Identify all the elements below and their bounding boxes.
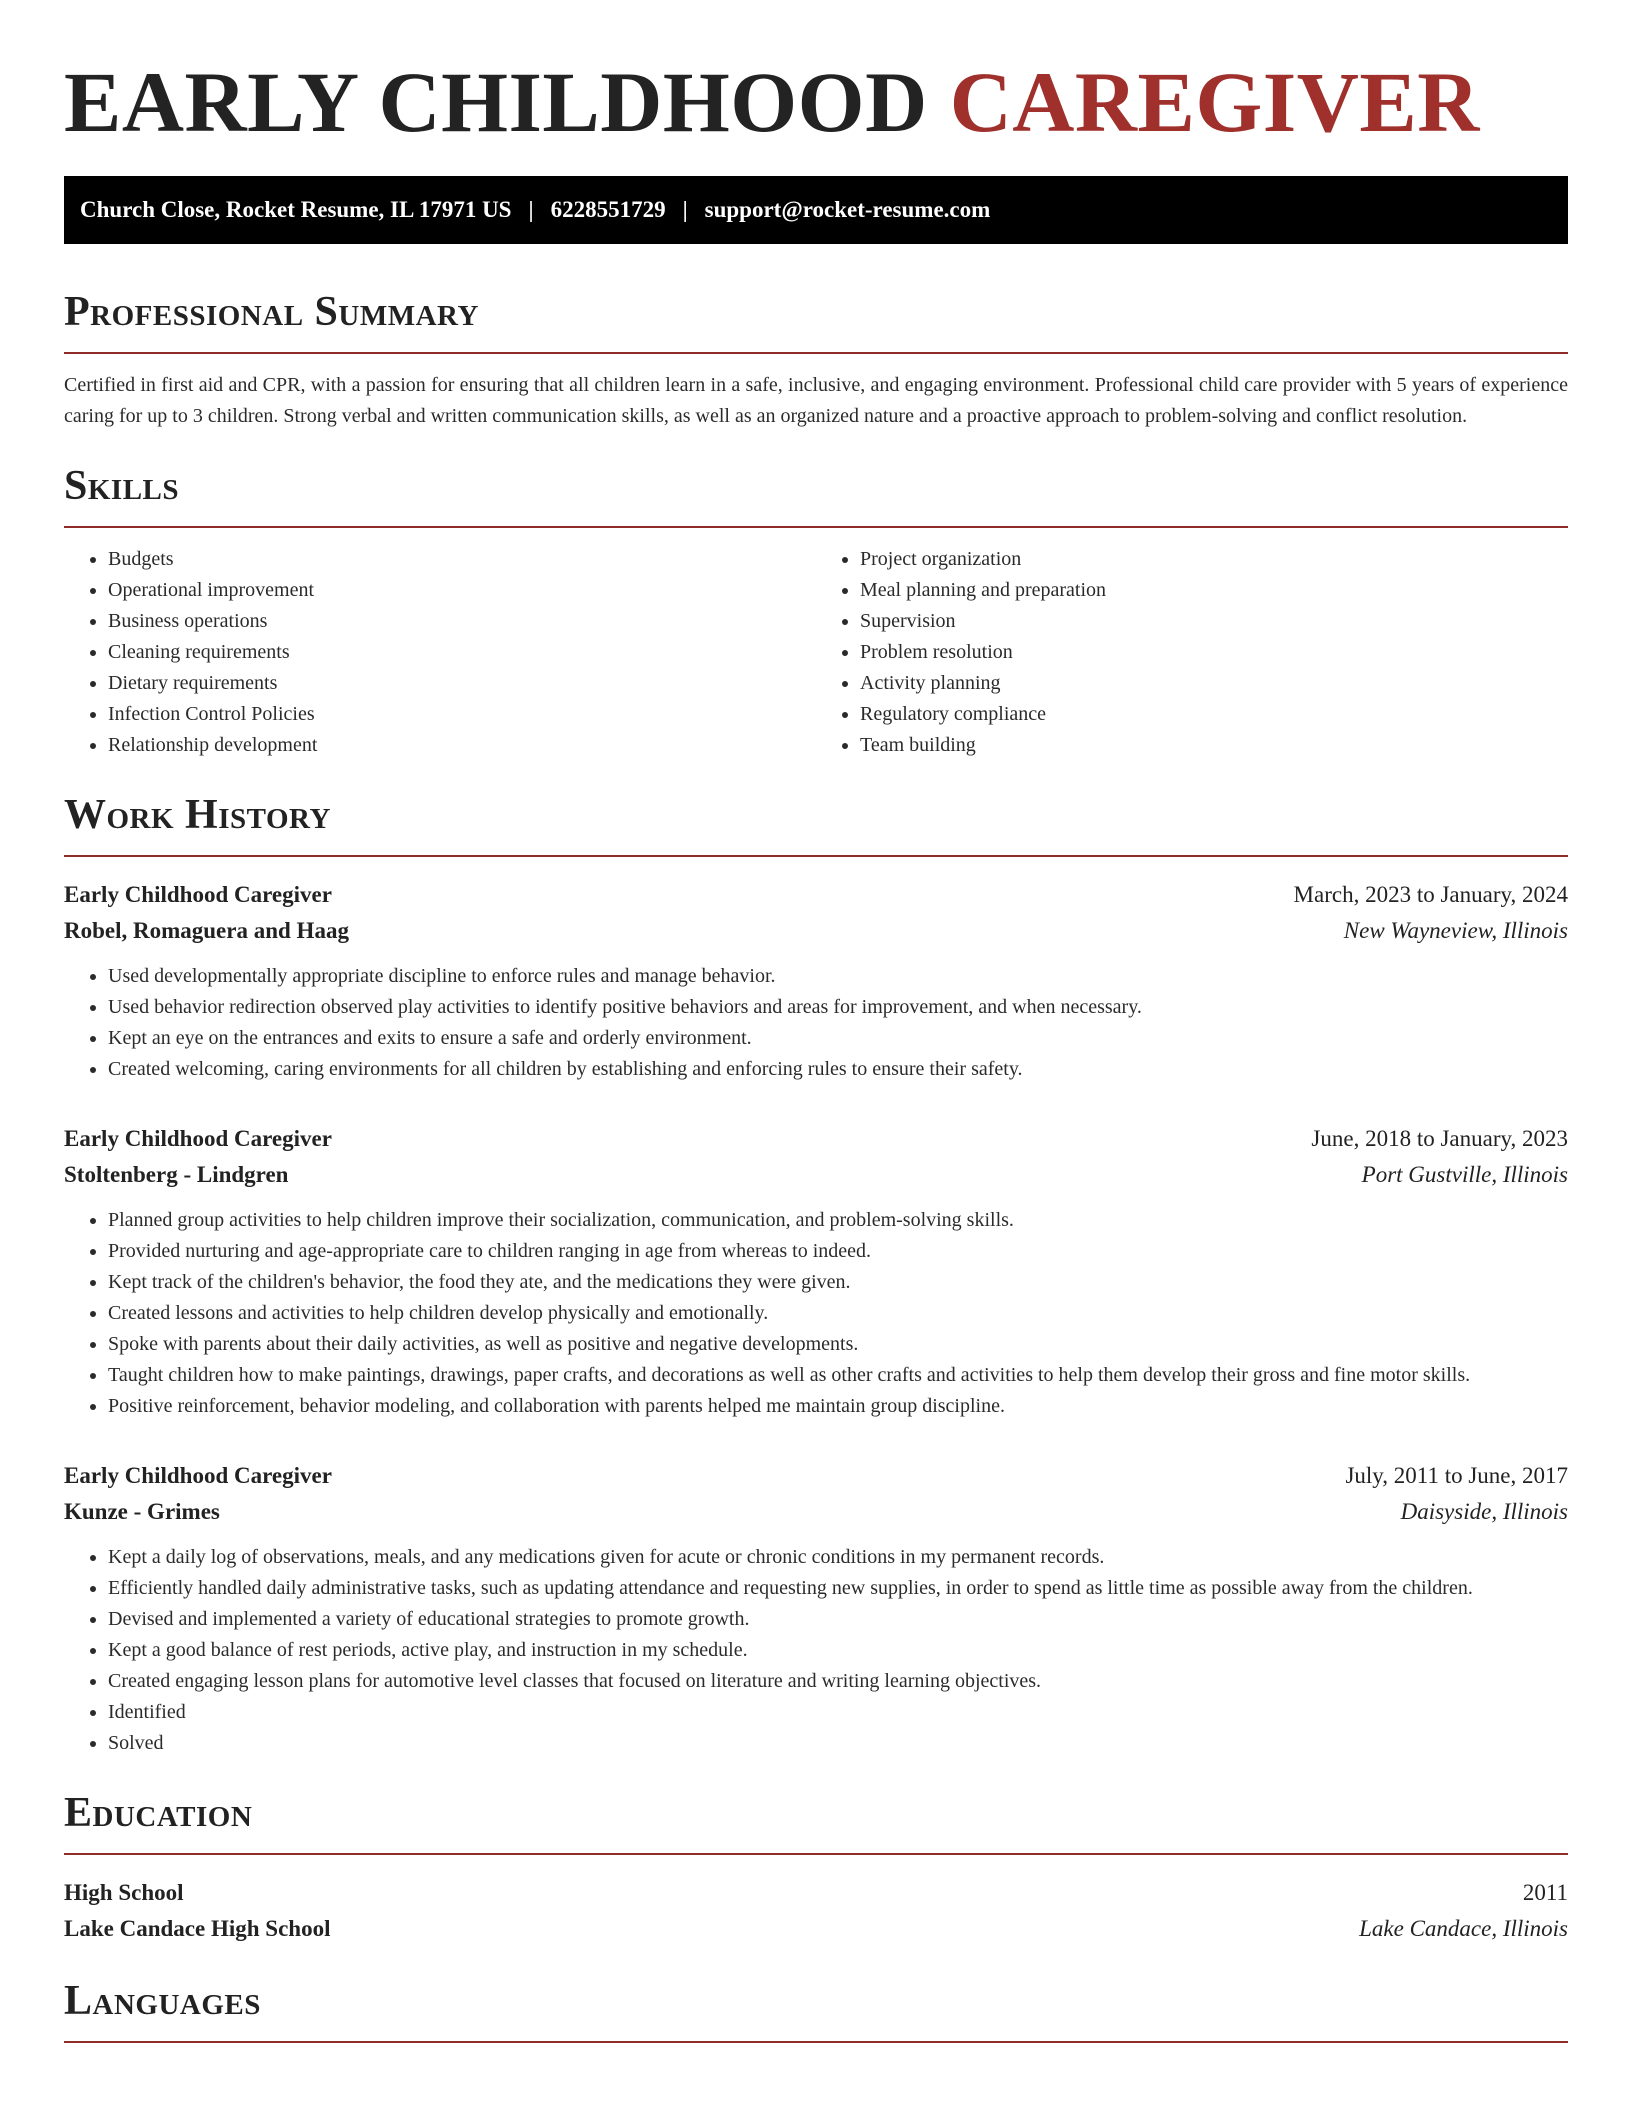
education-year: 2011: [1522, 1880, 1568, 1905]
section-divider: [64, 526, 1568, 528]
job-bullet: • Created welcoming, caring environments for all children by establishing and enforcing rules to ensure their safety.: [108, 1054, 1568, 1085]
job-entry: [64, 1458, 1568, 1759]
skill-item: • Supervision: [860, 606, 1568, 637]
job-bullet: • Used developmentally appropriate discipline to enforce rules and manage behavior.: [108, 961, 1568, 992]
job-bullet: • Kept track of the children's behavior, the food they ate, and the medications they were given.: [108, 1267, 1568, 1298]
job-location: Port Gustville, Illinois: [1361, 1162, 1568, 1187]
skill-item: • Infection Control Policies: [108, 699, 816, 730]
job-bullet: • Efficiently handled daily administrative tasks, such as updating attendance and requesting new supplies, in order to spend as little time as possible away from the children.: [108, 1573, 1568, 1604]
section-divider: [64, 1853, 1568, 1855]
job-bullet: • Created lessons and activities to help children develop physically and emotionally.: [108, 1298, 1568, 1329]
skill-item: • Dietary requirements: [108, 668, 816, 699]
job-company: Kunze - Grimes: [64, 1499, 220, 1524]
skill-item: • Activity planning: [860, 668, 1568, 699]
section-divider: [64, 2041, 1568, 2043]
skills-column-right: [816, 544, 1568, 761]
job-bullet: • Solved: [108, 1728, 1568, 1759]
contact-separator: |: [682, 197, 688, 222]
job-location: Daisyside, Illinois: [1400, 1499, 1568, 1524]
job-bullet: • Provided nurturing and age-appropriate care to children ranging in age from whereas to indeed.: [108, 1236, 1568, 1267]
section-title-skills: Skills: [64, 463, 180, 509]
section-title-work-history: Work History: [64, 792, 331, 838]
skill-item: • Problem resolution: [860, 637, 1568, 668]
skill-item: • Regulatory compliance: [860, 699, 1568, 730]
skill-item: • Business operations: [108, 606, 816, 637]
skills-list: [64, 544, 1568, 761]
skill-item: • Relationship development: [108, 730, 816, 761]
job-company: Stoltenberg - Lindgren: [64, 1162, 289, 1187]
job-location: New Wayneview, Illinois: [1343, 918, 1568, 943]
job-bullet: • Kept a good balance of rest periods, active play, and instruction in my schedule.: [108, 1635, 1568, 1666]
job-dates: March, 2023 to January, 2024: [1293, 882, 1568, 907]
job-bullet: • Planned group activities to help children improve their socialization, communication, and problem-solving skills.: [108, 1205, 1568, 1236]
job-dates: June, 2018 to January, 2023: [1311, 1126, 1568, 1151]
skill-item: • Operational improvement: [108, 575, 816, 606]
education-school: Lake Candace High School: [64, 1916, 331, 1941]
job-bullets: [64, 1542, 1568, 1759]
contact-phone: 6228551729: [550, 197, 666, 222]
section-title-education: Education: [64, 1790, 253, 1836]
name-first: EARLY CHILDHOOD: [64, 54, 928, 150]
job-dates: July, 2011 to June, 2017: [1345, 1463, 1568, 1488]
education-location: Lake Candace, Illinois: [1359, 1916, 1568, 1941]
job-bullets: [64, 1205, 1568, 1422]
job-title: Early Childhood Caregiver: [64, 1463, 332, 1488]
skill-item: • Project organization: [860, 544, 1568, 575]
section-divider: [64, 855, 1568, 857]
job-bullet: • Kept an eye on the entrances and exits to ensure a safe and orderly environment.: [108, 1023, 1568, 1054]
job-bullet: • Positive reinforcement, behavior modeling, and collaboration with parents helped me maintain group discipline.: [108, 1391, 1568, 1422]
section-divider: [64, 352, 1568, 354]
job-bullet: • Created engaging lesson plans for automotive level classes that focused on literature and writing learning objectives.: [108, 1666, 1568, 1697]
job-entry: [64, 877, 1568, 1085]
skill-item: • Team building: [860, 730, 1568, 761]
job-title: Early Childhood Caregiver: [64, 882, 332, 907]
skill-item: • Meal planning and preparation: [860, 575, 1568, 606]
section-title-summary: Professional Summary: [64, 289, 479, 335]
job-bullet: • Devised and implemented a variety of educational strategies to promote growth.: [108, 1604, 1568, 1635]
job-company: Robel, Romaguera and Haag: [64, 918, 349, 943]
education-degree: High School: [64, 1880, 184, 1905]
resume-name: [64, 0, 1568, 152]
contact-separator: |: [528, 197, 534, 222]
contact-bar: [64, 176, 1568, 244]
job-bullet: • Taught children how to make paintings, drawings, paper crafts, and decorations as well as other crafts and activities to help them develop their gross and fine motor skills.: [108, 1360, 1568, 1391]
job-bullet: • Identified: [108, 1697, 1568, 1728]
job-bullet: • Spoke with parents about their daily activities, as well as positive and negative developments.: [108, 1329, 1568, 1360]
name-accent: CAREGIVER: [949, 54, 1480, 150]
summary-text: Certified in first aid and CPR, with a passion for ensuring that all children learn in a safe, inclusive, and engaging environment. Professional child care provider with 5 years of experience caring for up to 3 children. Strong verbal and written communication skills, as well as an organized nature and a proactive approach to problem-solving and conflict resolution.: [64, 374, 1568, 427]
section-title-languages: Languages: [64, 1978, 261, 2024]
skill-item: • Budgets: [108, 544, 816, 575]
contact-email: support@rocket-resume.com: [704, 197, 991, 222]
job-bullet: • Kept a daily log of observations, meals, and any medications given for acute or chronic conditions in my permanent records.: [108, 1542, 1568, 1573]
job-bullets: [64, 961, 1568, 1085]
skills-column-left: [64, 544, 816, 761]
contact-address: Church Close, Rocket Resume, IL 17971 US: [80, 197, 512, 222]
job-bullet: • Used behavior redirection observed play activities to identify positive behaviors and areas for improvement, and when necessary.: [108, 992, 1568, 1023]
job-title: Early Childhood Caregiver: [64, 1126, 332, 1151]
skill-item: • Cleaning requirements: [108, 637, 816, 668]
job-entry: [64, 1121, 1568, 1422]
education-entry: [64, 1875, 1568, 1947]
